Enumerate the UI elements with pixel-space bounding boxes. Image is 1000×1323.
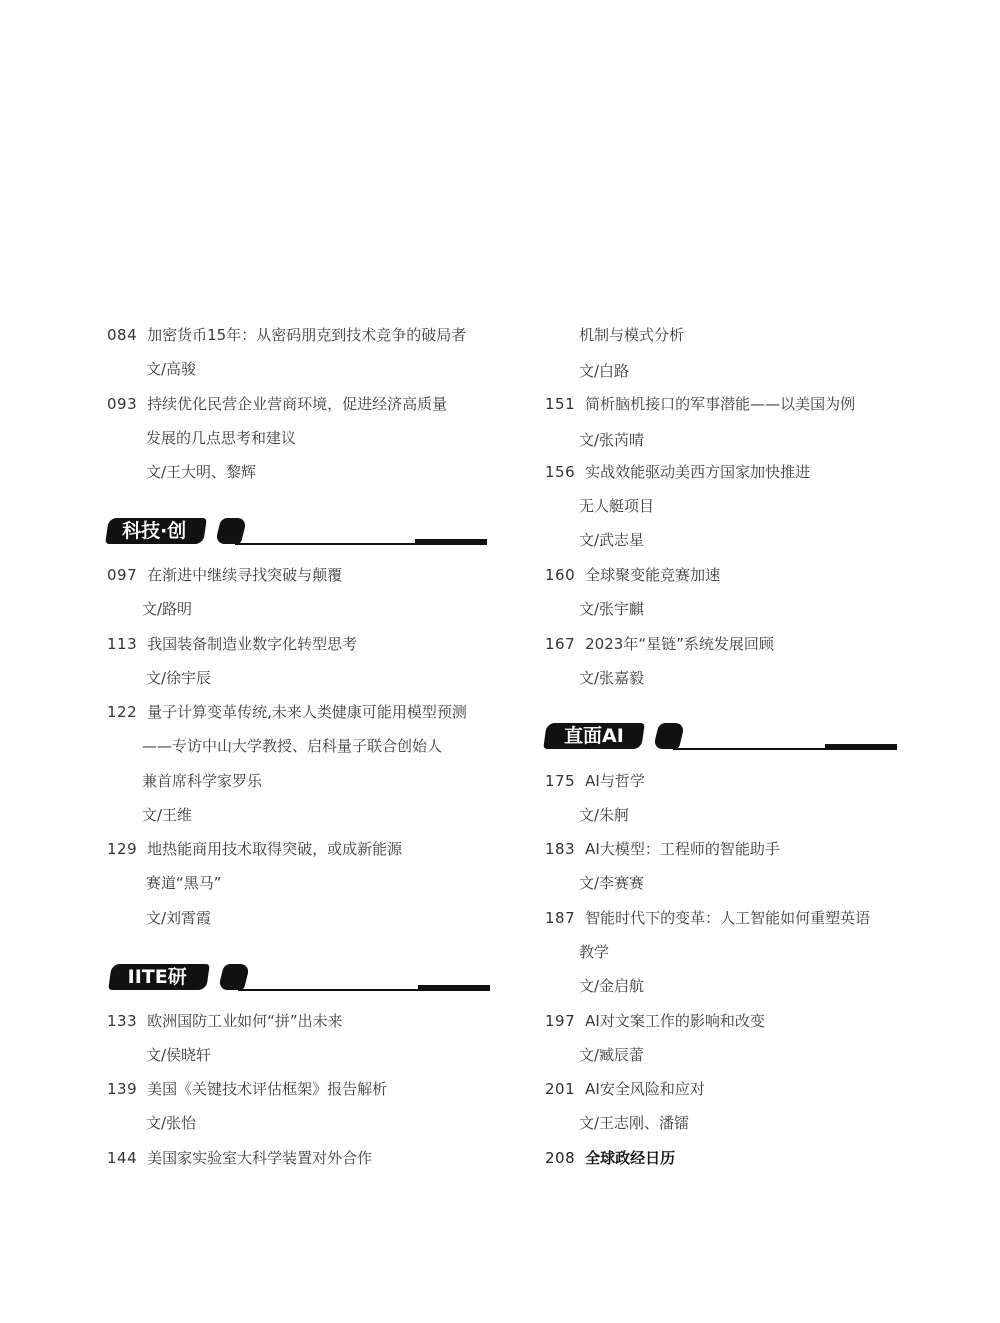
toc-entry[interactable] — [107, 1079, 387, 1099]
section-label: 科技·创新 — [122, 520, 187, 568]
section-rule-accent — [825, 744, 897, 750]
toc-entry[interactable] — [107, 1148, 372, 1168]
article-title: 加密货币15年：从密码朋克到技术竞争的破局者 — [147, 326, 467, 344]
author-line: 文/朱舸 — [579, 806, 630, 824]
title-continuation: 无人艇项目 — [579, 497, 655, 515]
page-number: 097 — [107, 566, 138, 584]
author-line: 文/侯晓轩 — [146, 1046, 212, 1064]
author-line: 文/臧辰蕾 — [579, 1046, 645, 1064]
author-line: 文/高骏 — [146, 360, 197, 378]
section-rule-accent — [415, 539, 487, 545]
toc-entry[interactable] — [545, 839, 780, 859]
author-line: 文/武志星 — [579, 531, 645, 549]
author-line: 文/徐宇辰 — [146, 669, 212, 687]
author-line: 文/王大明、黎辉 — [146, 463, 257, 481]
page-number: 122 — [107, 703, 138, 721]
section-slug-shape — [215, 518, 247, 544]
toc-entry[interactable] — [107, 565, 342, 585]
section-badge — [108, 964, 210, 1014]
page-number: 113 — [107, 635, 138, 653]
page-number: 151 — [545, 395, 576, 413]
page-number: 160 — [545, 566, 576, 584]
article-title: 简析脑机接口的军事潜能——以美国为例 — [585, 395, 856, 413]
section-label: IITE研究 — [127, 966, 187, 1014]
title-continuation: ——专访中山大学教授、启科量子联合创始人 — [142, 737, 443, 755]
author-line: 文/张怡 — [146, 1114, 197, 1132]
article-title: 持续优化民营企业营商环境，促进经济高质量 — [147, 395, 448, 413]
toc-entry[interactable] — [107, 1011, 343, 1031]
page-number: 167 — [545, 635, 576, 653]
author-line: 文/张芮晴 — [579, 431, 645, 449]
author-line: 文/张嘉毅 — [579, 669, 645, 687]
section-badge — [105, 518, 207, 568]
toc-entry[interactable] — [545, 771, 645, 791]
article-title: 我国装备制造业数字化转型思考 — [147, 635, 358, 653]
page-number: 201 — [545, 1080, 576, 1098]
toc-entry[interactable] — [107, 702, 467, 722]
section-header-face-ai — [545, 719, 897, 753]
toc-entry[interactable] — [107, 839, 402, 859]
section-label: 直面AI — [564, 725, 624, 747]
title-continuation: 教学 — [579, 943, 610, 961]
article-title: 欧洲国防工业如何“拼”出未来 — [147, 1012, 343, 1030]
page-number: 197 — [545, 1012, 576, 1030]
article-title: 实战效能驱动美西方国家加快推进 — [585, 463, 811, 481]
article-title: 全球政经日历 — [585, 1149, 676, 1167]
page-number: 187 — [545, 909, 576, 927]
author-line: 文/白路 — [579, 362, 630, 380]
toc-entry-calendar[interactable] — [545, 1148, 675, 1168]
section-header-iite-research — [110, 960, 490, 1014]
toc-entry[interactable] — [545, 1011, 765, 1031]
article-title: 在渐进中继续寻找突破与颠覆 — [147, 566, 343, 584]
article-title: 2023年“星链”系统发展回顾 — [585, 635, 774, 653]
page-number: 183 — [545, 840, 576, 858]
article-title: AI对文案工作的影响和改变 — [585, 1012, 765, 1030]
section-slug-shape — [218, 964, 250, 990]
page-number: 208 — [545, 1149, 576, 1167]
author-line: 文/金启航 — [579, 977, 645, 995]
article-title: 美国《关键技术评估框架》报告解析 — [147, 1080, 388, 1098]
page-number: 084 — [107, 326, 138, 344]
article-title: 量子计算变革传统,未来人类健康可能用模型预测 — [147, 703, 467, 721]
section-rule-accent — [418, 985, 490, 991]
toc-entry[interactable] — [545, 634, 774, 654]
title-continuation: 机制与模式分析 — [579, 326, 685, 344]
title-continuation: 兼首席科学家罗乐 — [142, 772, 263, 790]
article-title: AI与哲学 — [585, 772, 645, 790]
section-badge — [543, 723, 645, 749]
toc-entry[interactable] — [107, 325, 466, 345]
toc-entry[interactable] — [545, 394, 855, 414]
author-line: 文/王志刚、潘镭 — [579, 1114, 690, 1132]
toc-entry[interactable] — [107, 394, 447, 414]
page-number: 093 — [107, 395, 138, 413]
article-title: AI大模型：工程师的智能助手 — [585, 840, 780, 858]
title-continuation: 发展的几点思考和建议 — [146, 429, 297, 447]
toc-entry[interactable] — [107, 634, 357, 654]
page-number: 129 — [107, 840, 138, 858]
article-title: 地热能商用技术取得突破，或成新能源 — [147, 840, 403, 858]
page-number: 144 — [107, 1149, 138, 1167]
author-line: 文/张宇麒 — [579, 600, 645, 618]
section-slug-shape — [653, 723, 685, 749]
article-title: 全球聚变能竞赛加速 — [585, 566, 721, 584]
page-number: 156 — [545, 463, 576, 481]
author-line: 文/李赛赛 — [579, 874, 645, 892]
page-number: 133 — [107, 1012, 138, 1030]
article-title: AI安全风险和应对 — [585, 1080, 705, 1098]
page-number: 139 — [107, 1080, 138, 1098]
page-number: 175 — [545, 772, 576, 790]
article-title: 美国家实验室大科学装置对外合作 — [147, 1149, 373, 1167]
author-line: 文/王维 — [142, 806, 193, 824]
title-continuation: 赛道“黑马” — [146, 874, 222, 892]
author-line: 文/路明 — [142, 600, 193, 618]
section-header-tech-innovation — [107, 514, 487, 568]
author-line: 文/刘霄霞 — [146, 909, 212, 927]
toc-entry[interactable] — [545, 1079, 705, 1099]
article-title: 智能时代下的变革：人工智能如何重塑英语 — [585, 909, 871, 927]
toc-entry[interactable] — [545, 462, 810, 482]
toc-entry[interactable] — [545, 908, 870, 928]
toc-entry[interactable] — [545, 565, 720, 585]
